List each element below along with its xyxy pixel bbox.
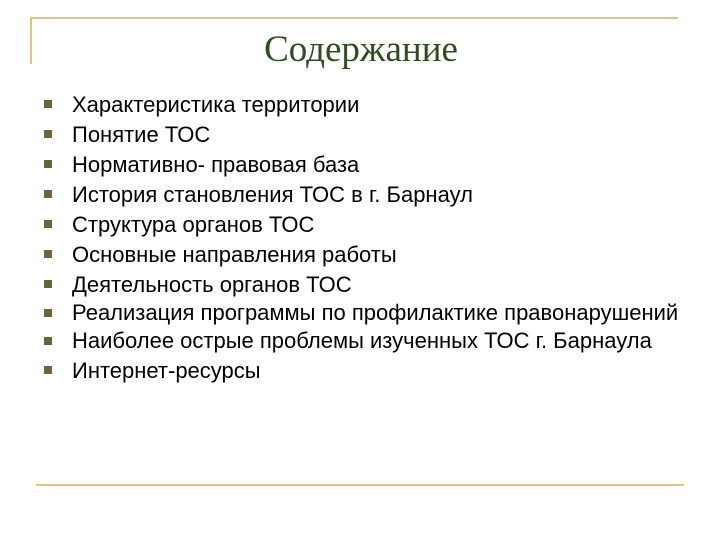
square-bullet-icon: [44, 220, 52, 228]
square-bullet-icon: [44, 337, 52, 345]
list-item: [44, 182, 684, 208]
list-item: [44, 272, 684, 298]
list-item: [44, 92, 684, 118]
list-item-text: Структура органов ТОС: [72, 212, 315, 237]
list-item: [44, 242, 684, 268]
list-item-text: Основные направления работы: [72, 242, 397, 267]
square-bullet-icon: [44, 309, 52, 317]
list-item: [44, 358, 684, 384]
square-bullet-icon: [44, 190, 52, 198]
contents-list: [44, 92, 684, 388]
square-bullet-icon: [44, 160, 52, 168]
list-item-text: История становления ТОС в г. Барнаул: [72, 182, 473, 207]
list-item-text: Реализация программы по профилактике правонарушений: [72, 300, 679, 325]
slide-title: [0, 28, 720, 72]
square-bullet-icon: [44, 130, 52, 138]
square-bullet-icon: [44, 100, 52, 108]
list-item-text: Деятельность органов ТОС: [72, 272, 352, 297]
list-item-text: Нормативно- правовая база: [72, 152, 360, 177]
list-item: [44, 122, 684, 148]
square-bullet-icon: [44, 250, 52, 258]
list-item-text: Интернет-ресурсы: [72, 358, 261, 383]
slide-title-text: Содержание: [264, 29, 458, 70]
list-item: [44, 330, 684, 352]
list-item-text: Характеристика территории: [72, 92, 360, 117]
square-bullet-icon: [44, 366, 52, 374]
frame-top-line: [30, 17, 678, 19]
list-item-text: Понятие ТОС: [72, 122, 211, 147]
list-item: [44, 212, 684, 238]
list-item: [44, 152, 684, 178]
frame-bottom-line: [36, 484, 684, 486]
list-item-text: Наиболее острые проблемы изученных ТОС г. Барнаула: [72, 328, 652, 353]
square-bullet-icon: [44, 280, 52, 288]
list-item: [44, 302, 684, 324]
